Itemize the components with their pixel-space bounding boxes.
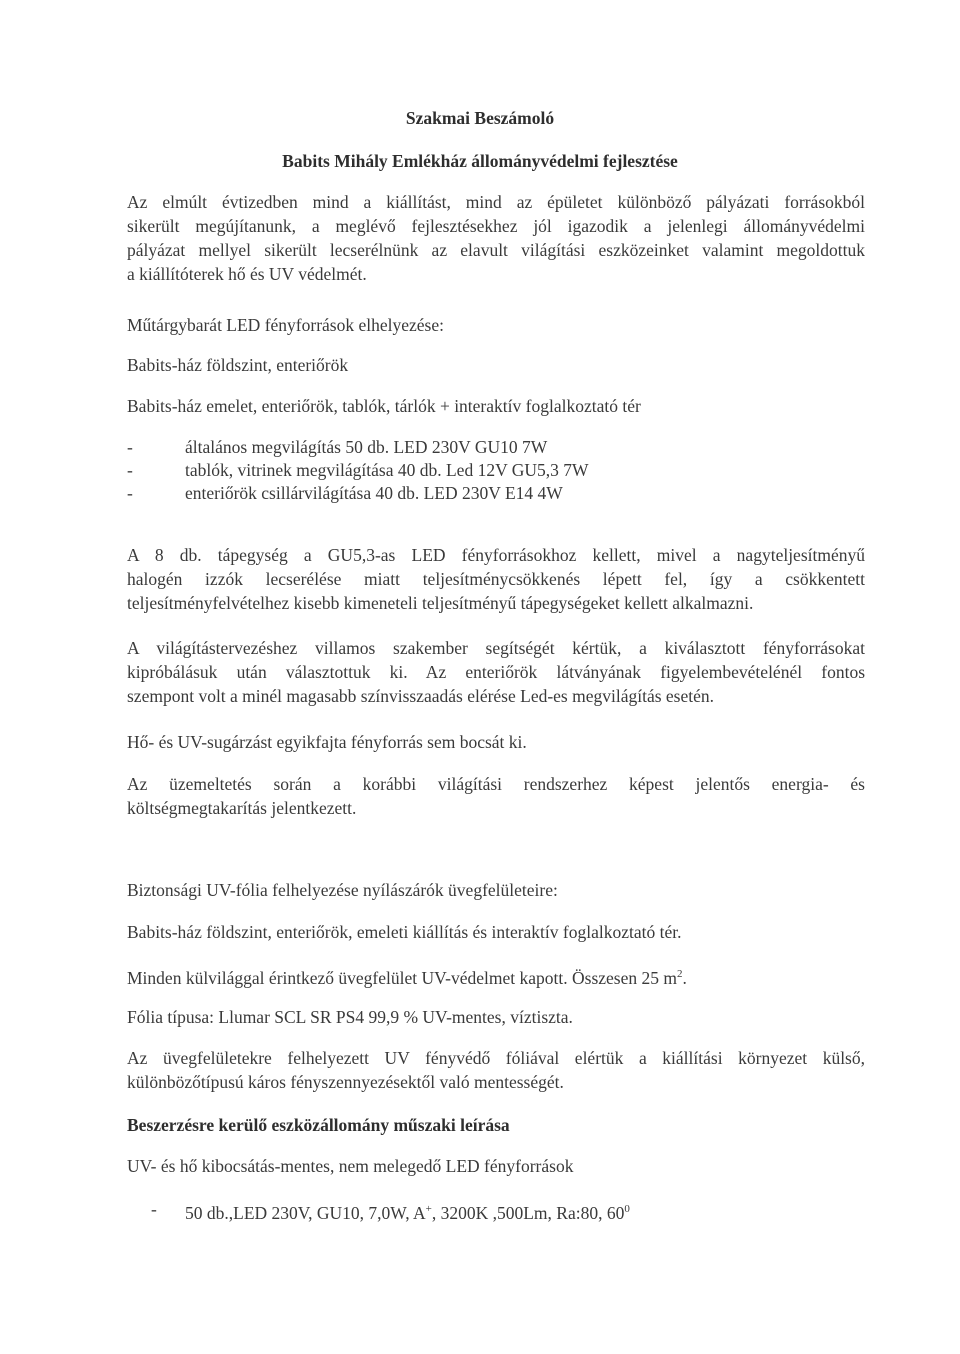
text-line: A világítástervezéshez villamos szakember segítségét kértük, a kiválasztott fényforrásokat [127, 638, 865, 658]
foil-result-paragraph [127, 1046, 865, 1094]
item-text: 50 db.,LED 230V, GU10, 7,0W, A [185, 1202, 426, 1223]
document-subtitle: Babits Mihály Emlékház állományvédelmi fejlesztése [282, 151, 678, 171]
text-line: A 8 db. tápegység a GU5,3-as LED fényforrásokhoz kellett, mivel a nagyteljesítményű [127, 545, 865, 565]
foil-type: Fólia típusa: Llumar SCL SR PS4 99,9 % UV-mentes, víztiszta. [127, 1007, 573, 1027]
document-title: Szakmai Beszámoló [405, 108, 555, 128]
foil-area-text: Minden külvilággal érintkező üvegfelület UV-védelmet kapott. Összesen 25 m [127, 967, 677, 988]
text-line: a kiállítóterek hő és UV védelmét. [127, 264, 367, 284]
led-location-ground: Babits-ház földszint, enteriőrök [127, 355, 349, 375]
text-line: pályázat mellyel sikerült lecserélnünk az elavult világítási eszközeinket valamint megoldottuk [127, 240, 865, 260]
text-line: kipróbálásuk után választottuk ki. Az enteriőrök látványának figyelembevételénél fontos [127, 662, 865, 682]
foil-area-sup: 2 [676, 968, 683, 980]
list-item-text [185, 1197, 630, 1225]
item-text-mid: , 3200K ,500Lm, Ra:80, 60 [431, 1202, 625, 1223]
item-sup-degree: 0 [624, 1203, 630, 1215]
power-supply-paragraph [127, 543, 865, 615]
list-item-text: enteriőrök csillárvilágítása 40 db. LED 230V E14 4W [185, 483, 563, 503]
procurement-intro: UV- és hő kibocsátás-mentes, nem melegedő LED fényforrások [127, 1156, 574, 1176]
text-line: különbözőtípusú káros fényszennyezésektől való mentességét. [127, 1072, 564, 1092]
text-line: halogén izzók lecserélése miatt teljesítménycsökkenés lépett fel, így a csökkentett [127, 569, 865, 589]
text-line: szempont volt a minél magasabb színvisszaadás elérése Led-es megvilágítás esetén. [127, 686, 715, 706]
text-line: Az üzemeltetés során a korábbi világítási rendszerhez képest jelentős energia- és [127, 774, 865, 794]
foil-area-end: . [682, 967, 687, 988]
list-item-text: tablók, vitrinek megvilágítása 40 db. Led 12V GU5,3 7W [185, 460, 589, 480]
savings-paragraph [127, 772, 865, 820]
procurement-heading: Beszerzésre kerülő eszközállomány műszaki leírása [127, 1115, 510, 1135]
intro-paragraph [127, 190, 865, 286]
list-dash: - [127, 483, 133, 503]
list-item-text: általános megvilágítás 50 db. LED 230V GU10 7W [185, 437, 548, 457]
text-line: Az elmúlt évtizedben mind a kiállítást, mind az épületet különböző pályázati forrásokból [127, 192, 865, 212]
foil-heading: Biztonsági UV-fólia felhelyezése nyílászárók üvegfelületeire: [127, 880, 558, 900]
list-dash: - [127, 437, 133, 457]
text-line: sikerült megújítanunk, a meglévő fejlesztésekhez jól igazodik a jelenlegi állományvédelmi [127, 216, 865, 236]
foil-area [127, 962, 687, 990]
uv-sentence: Hő- és UV-sugárzást egyikfajta fényforrás sem bocsát ki. [127, 732, 527, 752]
list-dash: - [151, 1199, 157, 1219]
led-location-upper: Babits-ház emelet, enteriőrök, tablók, tárlók + interaktív foglalkoztató tér [127, 396, 641, 416]
text-line: teljesítményfelvételhez kisebb kimeneteli teljesítményű tápegységeket kellett alkalmazni. [127, 593, 754, 613]
text-line: költségmegtakarítás jelentkezett. [127, 798, 357, 818]
item-sup-plus: + [425, 1203, 432, 1215]
led-heading: Műtárgybarát LED fényforrások elhelyezése: [127, 315, 444, 335]
design-paragraph [127, 636, 865, 708]
list-dash: - [127, 460, 133, 480]
foil-location: Babits-ház földszint, enteriőrök, emeleti kiállítás és interaktív foglalkoztató tér. [127, 922, 682, 942]
text-line: Az üvegfelületekre felhelyezett UV fényvédő fóliával elértük a kiállítási környezet külső, [127, 1048, 865, 1068]
